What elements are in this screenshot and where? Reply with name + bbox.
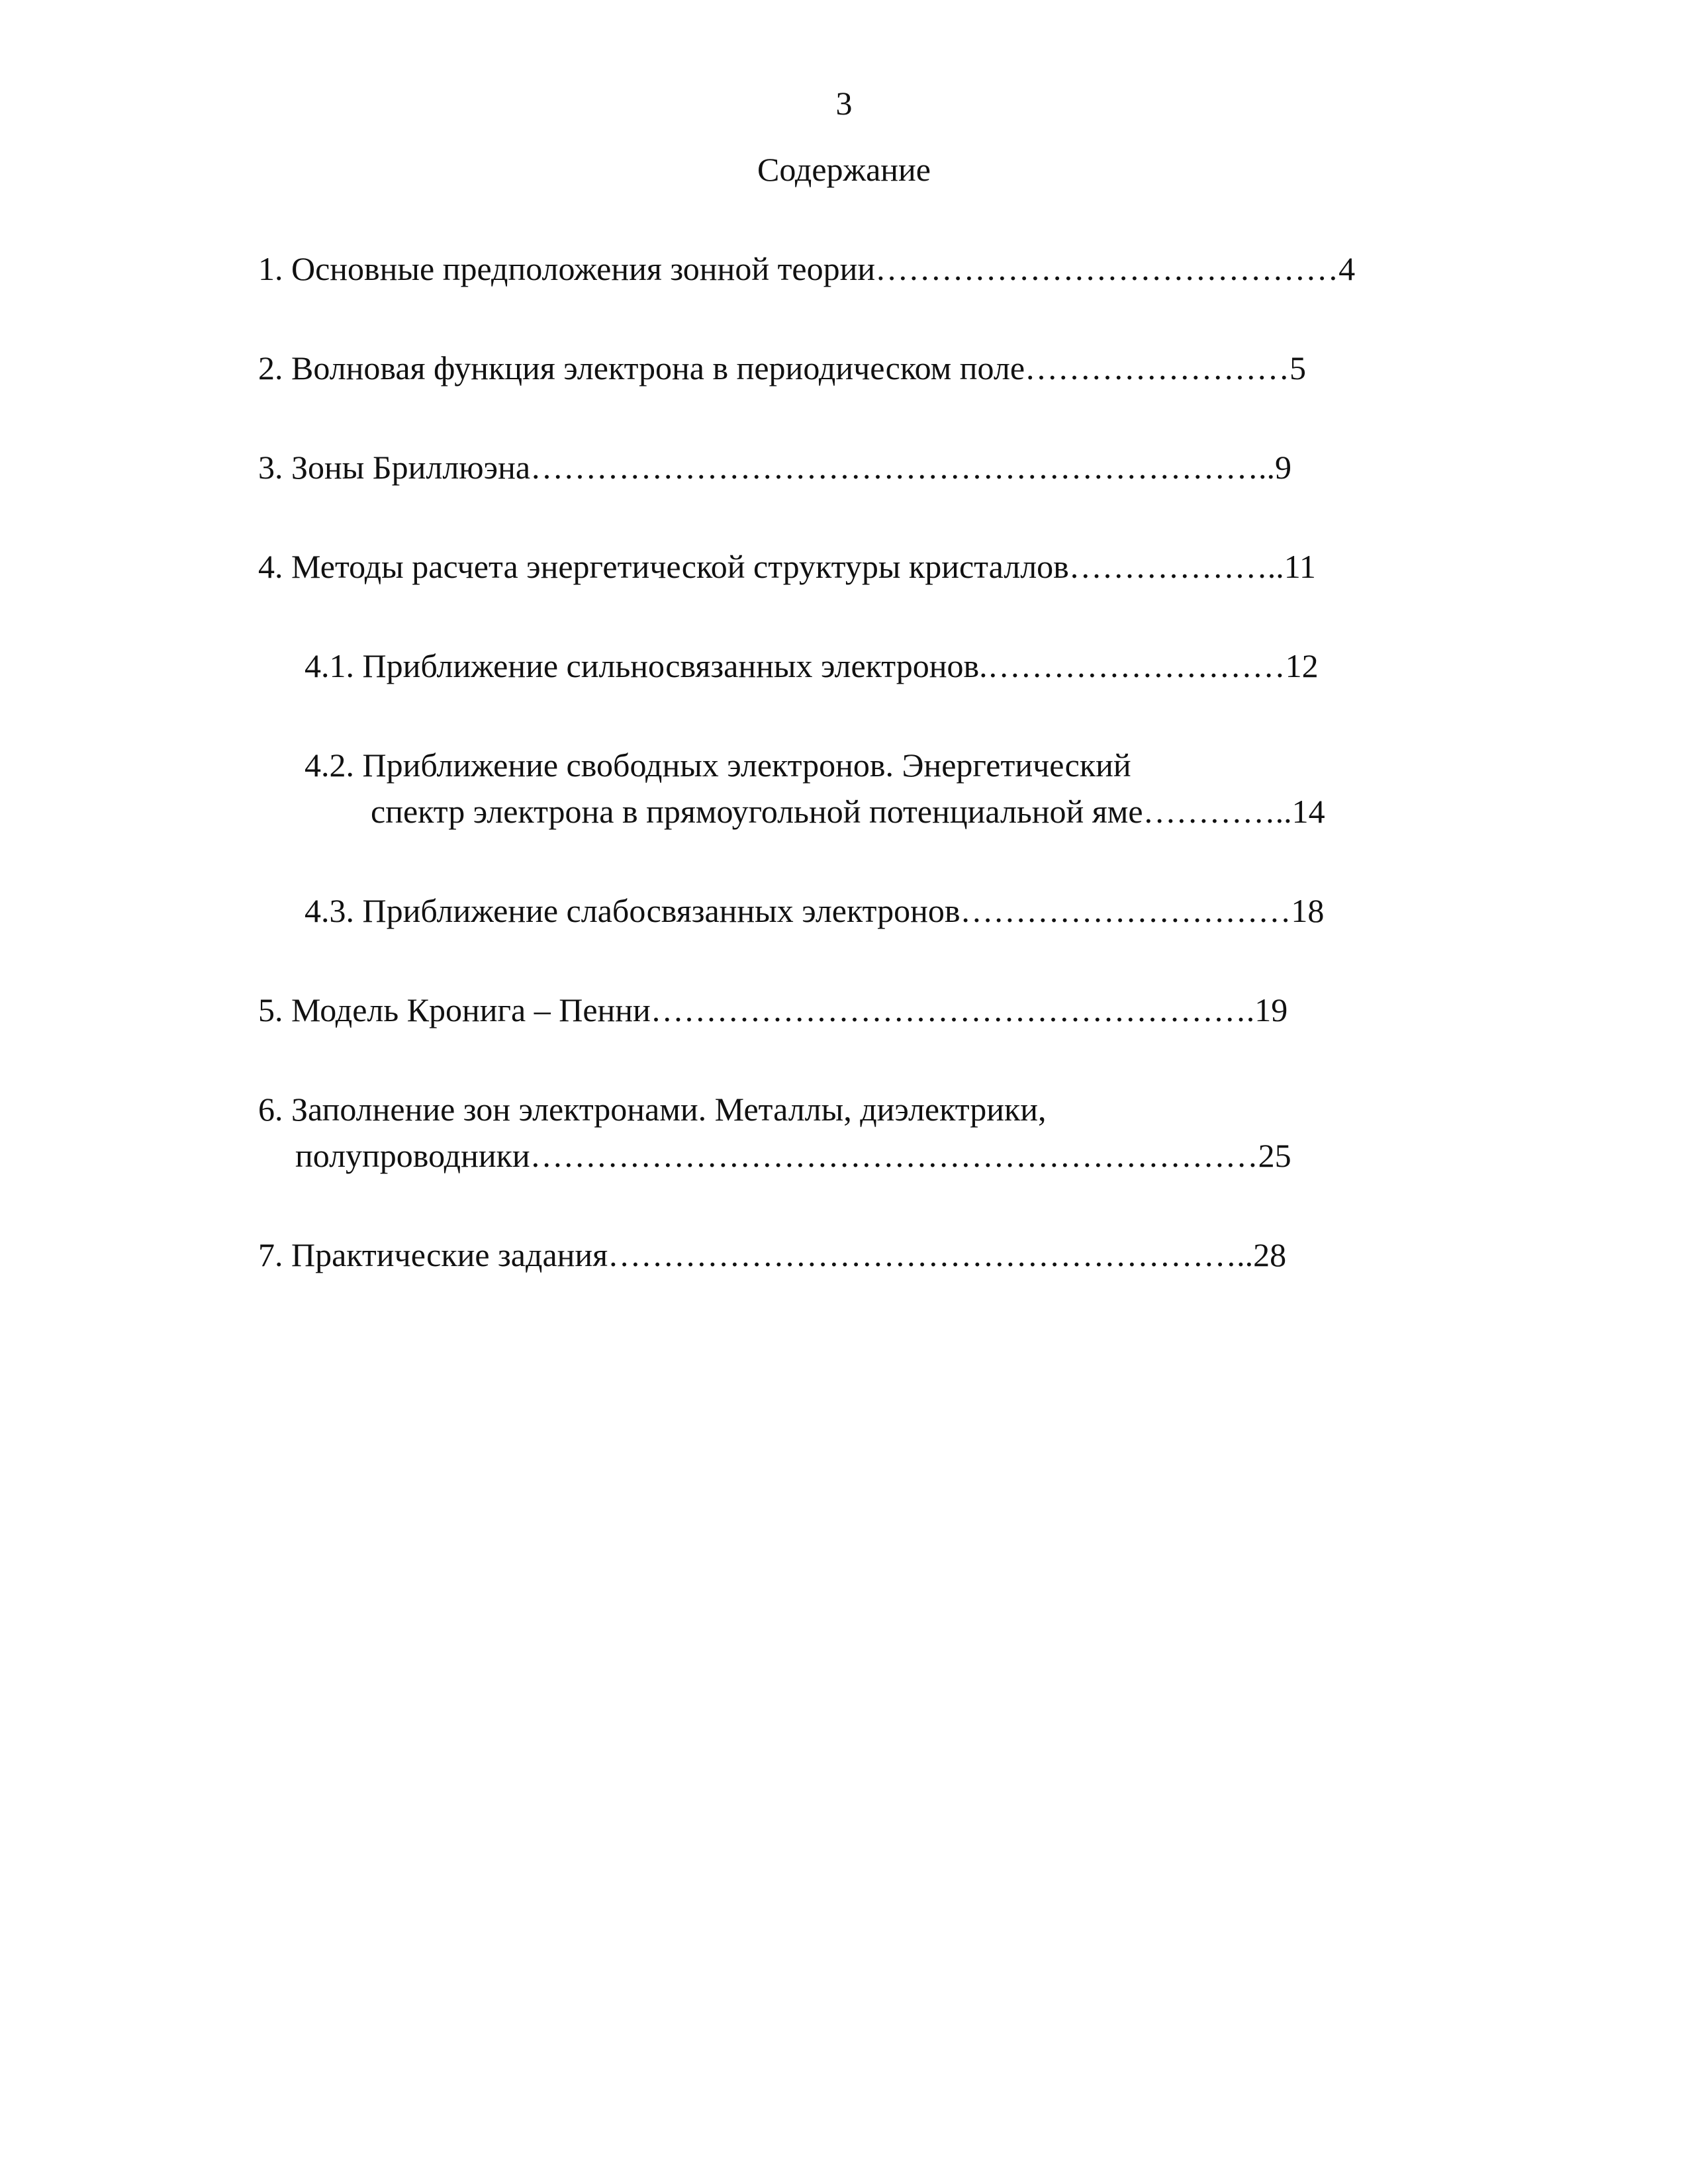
table-of-contents-title: Содержание <box>757 151 931 188</box>
toc-entry-5: 5. Модель Кронига – Пенни……………………………………………….19 <box>258 991 1288 1028</box>
toc-entry-1: 1. Основные предположения зонной теории……………………………………4 <box>258 250 1356 287</box>
toc-entry-6-line-2: полупроводники…………………………………………………………25 <box>295 1137 1291 1174</box>
toc-entry-4-2-line-2: спектр электрона в прямоугольной потенциальной яме…………..14 <box>371 793 1325 830</box>
toc-entry-4-3: 4.3. Приближение слабосвязанных электронов…………………………18 <box>305 892 1325 929</box>
toc-entry-4-1: 4.1. Приближение сильносвязанных электронов.………………………12 <box>305 647 1319 684</box>
toc-entry-3: 3. Зоны Бриллюэна…………………………………………………………..9 <box>258 449 1292 486</box>
toc-entry-7: 7. Практические задания…………………………………………………..28 <box>258 1236 1287 1273</box>
toc-entry-4-2-line-1: 4.2. Приближение свободных электронов. Энергетический <box>305 747 1131 784</box>
toc-entry-2: 2. Волновая функция электрона в периодическом поле……………………5 <box>258 349 1307 387</box>
page-number: 3 <box>835 85 853 122</box>
toc-entry-6-line-1: 6. Заполнение зон электронами. Металлы, диэлектрики, <box>258 1091 1047 1128</box>
toc-entry-4: 4. Методы расчета энергетической структуры кристаллов………………..11 <box>258 548 1316 585</box>
